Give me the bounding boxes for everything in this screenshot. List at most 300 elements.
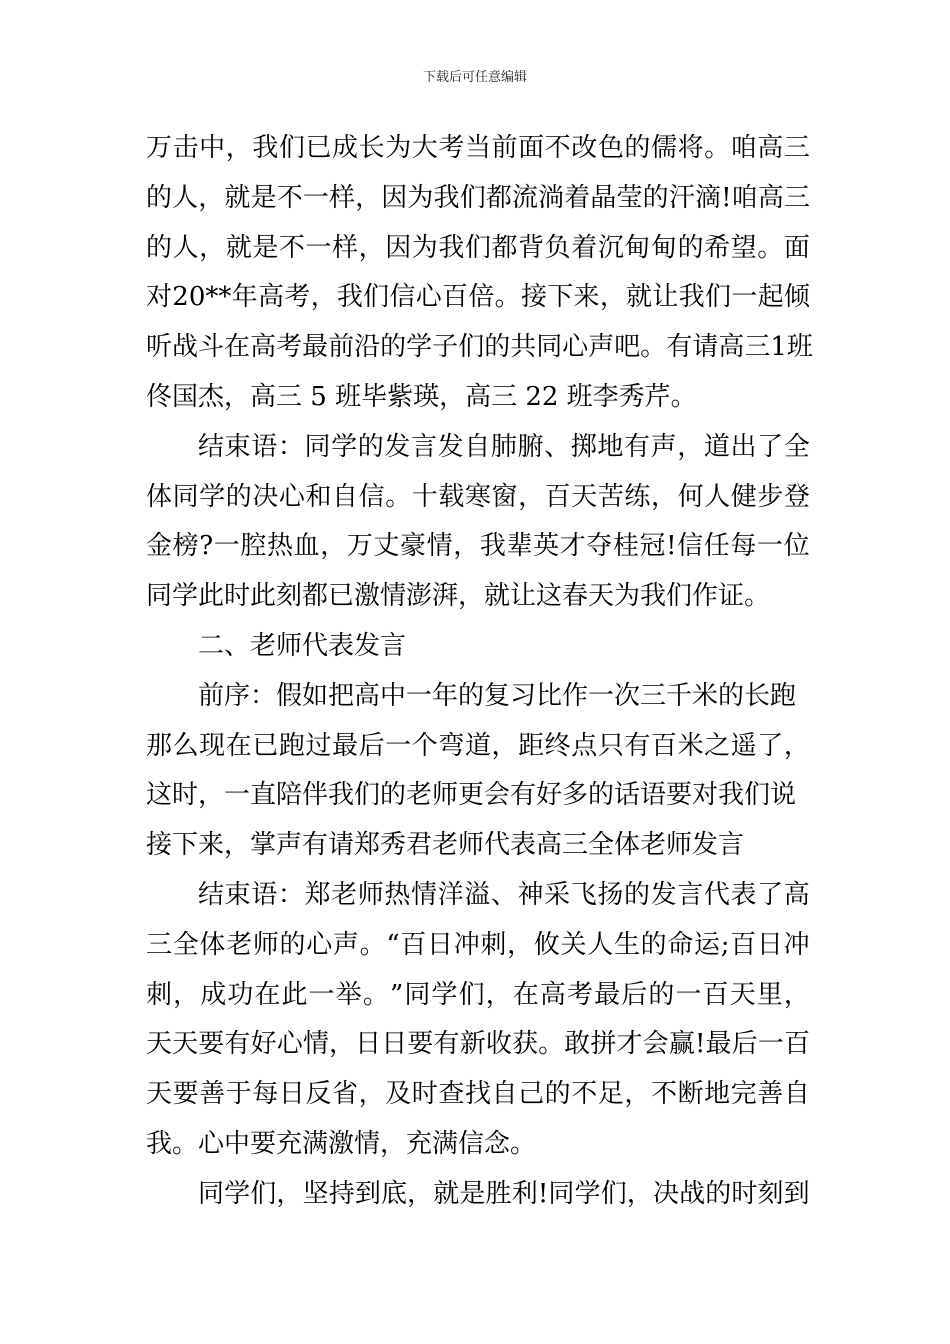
text-run: 言 bbox=[677, 879, 704, 910]
text-run: 不 bbox=[276, 182, 303, 213]
text-line bbox=[146, 1170, 810, 1220]
text-run: 是 bbox=[252, 232, 279, 263]
text-run: 后 bbox=[621, 979, 648, 1010]
text-run: 扬 bbox=[597, 879, 624, 910]
text-run: 一 bbox=[308, 979, 335, 1010]
text-run: 人 bbox=[172, 182, 199, 213]
text-run: 语 bbox=[251, 879, 278, 910]
text-run: 着 bbox=[564, 182, 591, 213]
text-run: 到 bbox=[354, 1178, 381, 1209]
text-run: ， bbox=[485, 979, 512, 1010]
text-run: 。 bbox=[359, 929, 386, 960]
text-run: 们 bbox=[600, 1178, 627, 1209]
text-run: 、 bbox=[490, 879, 517, 910]
text-run: 一 bbox=[302, 182, 329, 213]
text-run: 我 bbox=[336, 282, 363, 313]
text-run: 窗 bbox=[491, 481, 518, 512]
text-run: 击 bbox=[172, 133, 199, 163]
text-run: 子 bbox=[432, 332, 459, 363]
text-run: 利 bbox=[511, 1178, 538, 1209]
text-run: 接 bbox=[520, 282, 547, 313]
text-run: 前 bbox=[491, 133, 518, 163]
text-run: 天 bbox=[146, 1079, 173, 1110]
text-run: 我 bbox=[479, 531, 506, 562]
text-run: 才 bbox=[616, 1029, 643, 1060]
text-run: 考 bbox=[567, 979, 594, 1010]
text-run: 声 bbox=[332, 929, 359, 960]
text-run: 找 bbox=[464, 1079, 491, 1110]
text-run: ， bbox=[624, 1079, 651, 1110]
text-run: 决 bbox=[652, 1178, 679, 1209]
text-run: 束 bbox=[224, 431, 251, 462]
text-run: 刻 bbox=[757, 1178, 784, 1209]
text-run: 血 bbox=[293, 531, 320, 562]
text-run: 丈 bbox=[373, 531, 400, 562]
text-run: 地 bbox=[704, 1079, 731, 1110]
text-run: 起 bbox=[757, 282, 784, 313]
text-run: 善 bbox=[199, 1079, 226, 1110]
text-run: 万 bbox=[146, 133, 173, 163]
text-run: 赢 bbox=[668, 1029, 695, 1060]
text-run: ， bbox=[355, 182, 382, 213]
text-run: ， bbox=[310, 282, 337, 313]
text-run: 倾 bbox=[783, 282, 810, 313]
text-run: 了 bbox=[757, 879, 784, 910]
text-run: 要 bbox=[198, 1029, 225, 1060]
text-run: 流 bbox=[511, 182, 538, 213]
text-run: 就 bbox=[433, 1178, 460, 1209]
text-run: 心 bbox=[562, 332, 589, 363]
text-run: 后 bbox=[731, 1029, 758, 1060]
text-run: 。 bbox=[538, 1029, 565, 1060]
text-run: 战 bbox=[679, 1178, 706, 1209]
text-run: 时 bbox=[411, 1079, 438, 1110]
text-run: 攸 bbox=[533, 929, 560, 960]
text-run: 时 bbox=[731, 1178, 758, 1209]
text-run: 同 bbox=[536, 332, 563, 363]
text-run: 学 bbox=[431, 979, 458, 1010]
text-run: 足 bbox=[597, 1079, 624, 1110]
text-line bbox=[146, 473, 810, 523]
text-line bbox=[146, 224, 810, 274]
text-run: 是 bbox=[459, 1178, 486, 1209]
text-run: ， bbox=[599, 282, 626, 313]
text-run: 不 bbox=[571, 1079, 598, 1110]
text-run: 汗 bbox=[668, 182, 695, 213]
text-run: 的 bbox=[225, 481, 252, 512]
text-run: 苦 bbox=[597, 481, 624, 512]
text-run: 一 bbox=[385, 730, 412, 761]
text-run: 信 bbox=[358, 481, 385, 512]
text-run: 的 bbox=[380, 332, 407, 363]
text-run: 日 bbox=[756, 929, 783, 960]
text-run: 倍 bbox=[468, 282, 495, 313]
text-run: ， bbox=[650, 481, 677, 512]
text-line bbox=[146, 1070, 810, 1120]
text-run: ， bbox=[783, 730, 810, 761]
text-run: 辈 bbox=[506, 531, 533, 562]
text-run: 高 bbox=[718, 332, 745, 363]
text-run: 个 bbox=[411, 730, 438, 761]
text-run: 们 bbox=[278, 133, 305, 163]
text-run: 不 bbox=[650, 1079, 677, 1110]
text-run: 长 bbox=[358, 133, 385, 163]
text-run: 百 bbox=[442, 282, 469, 313]
text-run: 样 bbox=[332, 232, 359, 263]
text-run: 考 bbox=[438, 133, 465, 163]
text-run: 日 bbox=[427, 929, 454, 960]
text-run: ， bbox=[198, 182, 225, 213]
text-run: 语 bbox=[251, 431, 278, 462]
text-run: 人 bbox=[172, 232, 199, 263]
text-run: 共 bbox=[510, 332, 537, 363]
text-run: 底 bbox=[380, 1178, 407, 1209]
text-run: 面 bbox=[518, 133, 545, 163]
text-run: 改 bbox=[571, 133, 598, 163]
text-run: 情 bbox=[426, 531, 453, 562]
text-run: 载 bbox=[438, 481, 465, 512]
text-run: 学 bbox=[574, 1178, 601, 1209]
text-run: 的 bbox=[677, 232, 704, 263]
text-run: ! bbox=[721, 182, 732, 213]
text-run: 学 bbox=[224, 1178, 251, 1209]
text-run: 天 bbox=[571, 481, 598, 512]
text-run: 豪 bbox=[400, 531, 427, 562]
text-run: 一 bbox=[731, 282, 758, 313]
text-run: 学 bbox=[406, 332, 433, 363]
text-run: ， bbox=[491, 730, 518, 761]
text-run: 已 bbox=[305, 133, 332, 163]
text-run: 自 bbox=[464, 431, 491, 462]
text-run: 命 bbox=[667, 929, 694, 960]
text-run: 滴 bbox=[694, 182, 721, 213]
text-run: 完 bbox=[730, 1079, 757, 1110]
text-run: 最 bbox=[332, 730, 359, 761]
text-run: 考 bbox=[284, 282, 311, 313]
text-run: 敢 bbox=[564, 1029, 591, 1060]
text-run: 战 bbox=[172, 332, 199, 363]
text-run: 是 bbox=[250, 182, 277, 213]
text-run: ， bbox=[518, 481, 545, 512]
text-run: ， bbox=[783, 979, 810, 1010]
text-line bbox=[146, 871, 810, 921]
text-run: 请 bbox=[692, 332, 719, 363]
text-line: 前序：假如把高中一年的复习比作一次三千米的长跑 bbox=[198, 680, 797, 711]
text-run: 距 bbox=[518, 730, 545, 761]
text-run: 下 bbox=[547, 282, 574, 313]
text-line bbox=[146, 124, 810, 174]
text-run: 桂 bbox=[612, 531, 639, 562]
text-run: 省 bbox=[332, 1079, 359, 1110]
text-run: 因 bbox=[381, 182, 408, 213]
text-run: 希 bbox=[704, 232, 731, 263]
text-run: 郑 bbox=[304, 879, 331, 910]
text-run: 的 bbox=[279, 929, 306, 960]
text-run: 同 bbox=[172, 481, 199, 512]
text-run: 咱 bbox=[731, 182, 758, 213]
text-run: 在 bbox=[254, 979, 281, 1010]
text-run: 遥 bbox=[730, 730, 757, 761]
text-run: 收 bbox=[485, 1029, 512, 1060]
text-line bbox=[146, 273, 810, 323]
text-run: ; bbox=[720, 929, 730, 960]
text-run: 我 bbox=[678, 282, 705, 313]
text-run: 天 bbox=[172, 1029, 199, 1060]
text-run: 情 bbox=[302, 1029, 329, 1060]
text-run: 师 bbox=[252, 929, 279, 960]
text-run: 反 bbox=[305, 1079, 332, 1110]
text-run: 坚 bbox=[302, 1178, 329, 1209]
text-run: 百 bbox=[702, 979, 729, 1010]
text-run: 表 bbox=[730, 879, 757, 910]
text-run: 有 bbox=[433, 1029, 460, 1060]
text-run: ， bbox=[199, 232, 226, 263]
text-run: 斗 bbox=[198, 332, 225, 363]
text-run: 心 bbox=[306, 929, 333, 960]
text-run: 的 bbox=[544, 1079, 571, 1110]
text-run: 十 bbox=[411, 481, 438, 512]
text-run: 束 bbox=[224, 879, 251, 910]
text-run: ， bbox=[507, 929, 534, 960]
section-heading: 二、老师代表发言 bbox=[198, 630, 407, 661]
text-run: ： bbox=[277, 431, 304, 462]
text-run: 的 bbox=[648, 979, 675, 1010]
text-run: 高 bbox=[757, 133, 784, 163]
text-run: 高 bbox=[257, 282, 284, 313]
text-run: 胜 bbox=[485, 1178, 512, 1209]
text-run: 学 bbox=[331, 431, 358, 462]
text-run: 百 bbox=[650, 730, 677, 761]
text-line bbox=[146, 921, 810, 971]
text-run: 日 bbox=[278, 1079, 305, 1110]
text-run: 终 bbox=[544, 730, 571, 761]
text-run: 老 bbox=[331, 879, 358, 910]
text-run: 寒 bbox=[464, 481, 491, 512]
text-run: 百 bbox=[544, 481, 571, 512]
text-run: 冠 bbox=[639, 531, 666, 562]
text-run: 的 bbox=[624, 879, 651, 910]
text-line: 佟国杰，高三 5 班毕紫瑛，高三 22 班李秀芹。 bbox=[146, 381, 697, 412]
text-run: ! bbox=[666, 531, 677, 562]
text-run: 不 bbox=[544, 133, 571, 163]
text-run: 都 bbox=[491, 232, 518, 263]
text-run: 冲 bbox=[783, 929, 810, 960]
text-run: ” bbox=[389, 979, 404, 1010]
text-run: 我 bbox=[252, 133, 279, 163]
text-run: 一 bbox=[757, 1029, 784, 1060]
text-run: ， bbox=[225, 133, 252, 163]
text-run: 己 bbox=[518, 1079, 545, 1110]
text-run: 在 bbox=[225, 730, 252, 761]
text-line bbox=[146, 423, 810, 473]
text-run: 热 bbox=[384, 879, 411, 910]
text-run: 样 bbox=[328, 182, 355, 213]
text-run: 一 bbox=[213, 531, 240, 562]
text-run: 心 bbox=[415, 282, 442, 313]
text-run: 米 bbox=[677, 730, 704, 761]
text-run: 儒 bbox=[650, 133, 677, 163]
text-run: 自 bbox=[491, 1079, 518, 1110]
text-run: 。 bbox=[385, 481, 412, 512]
text-line bbox=[146, 722, 810, 772]
text-run: 拼 bbox=[590, 1029, 617, 1060]
text-run: 夺 bbox=[586, 531, 613, 562]
text-run: 弯 bbox=[438, 730, 465, 761]
text-run: 甸 bbox=[650, 232, 677, 263]
text-run: 们 bbox=[363, 282, 390, 313]
text-run: 在 bbox=[512, 979, 539, 1010]
text-run: 掷 bbox=[570, 431, 597, 462]
text-run: 的 bbox=[705, 1178, 732, 1209]
text-run: 让 bbox=[652, 282, 679, 313]
text-run: 有 bbox=[624, 431, 651, 462]
text-run: 腑 bbox=[517, 431, 544, 462]
text-run: 有 bbox=[666, 332, 693, 363]
text-run: 百 bbox=[730, 929, 757, 960]
text-run: ， bbox=[453, 531, 480, 562]
text-run: 为 bbox=[385, 133, 412, 163]
text-run: 决 bbox=[252, 481, 279, 512]
text-run: 英 bbox=[533, 531, 560, 562]
text-run: 沿 bbox=[354, 332, 381, 363]
text-run: 发 bbox=[384, 431, 411, 462]
text-line: 这时，一直陪伴我们的老师更会有好多的话语要对我们说 bbox=[146, 780, 797, 811]
text-run: 每 bbox=[252, 1079, 279, 1110]
text-run: 要 bbox=[172, 1079, 199, 1110]
text-run: 的 bbox=[357, 431, 384, 462]
text-run: 。 bbox=[640, 332, 667, 363]
text-run: ， bbox=[358, 232, 385, 263]
text-run: 现 bbox=[199, 730, 226, 761]
text-run: 们 bbox=[464, 232, 491, 263]
text-line bbox=[146, 522, 810, 572]
text-run: 洋 bbox=[437, 879, 464, 910]
text-run: 的 bbox=[484, 332, 511, 363]
text-line: 我。心中要充满激情，充满信念。 bbox=[146, 1128, 537, 1159]
text-run: 溢 bbox=[464, 879, 491, 910]
text-run: 负 bbox=[544, 232, 571, 263]
text-run: 要 bbox=[407, 1029, 434, 1060]
text-run: 金 bbox=[146, 531, 173, 562]
text-run: 高 bbox=[250, 332, 277, 363]
text-run: “ bbox=[386, 929, 400, 960]
text-run: 成 bbox=[332, 133, 359, 163]
text-run: 声 bbox=[588, 332, 615, 363]
text-run: 们 bbox=[250, 1178, 277, 1209]
text-run: 为 bbox=[411, 232, 438, 263]
text-run: 都 bbox=[485, 182, 512, 213]
text-line: 接下来，掌声有请郑秀君老师代表高三全体老师发言 bbox=[146, 830, 745, 861]
text-run: 的 bbox=[624, 133, 651, 163]
text-run: 于 bbox=[225, 1079, 252, 1110]
text-run: 听 bbox=[146, 332, 173, 363]
text-run: 高 bbox=[757, 182, 784, 213]
text-run: 。 bbox=[704, 133, 731, 163]
text-run: 练 bbox=[624, 481, 651, 512]
text-run: ： bbox=[277, 879, 304, 910]
text-run: 最 bbox=[705, 1029, 732, 1060]
text-run: 体 bbox=[199, 929, 226, 960]
text-run: 有 bbox=[624, 730, 651, 761]
text-run: 健 bbox=[730, 481, 757, 512]
text-run: ， bbox=[276, 1178, 303, 1209]
text-run: ! bbox=[694, 1029, 706, 1060]
text-run: ? bbox=[199, 531, 214, 562]
text-line bbox=[146, 323, 813, 373]
text-run: ， bbox=[320, 531, 347, 562]
text-run: 信 bbox=[389, 282, 416, 313]
text-run: 采 bbox=[544, 879, 571, 910]
text-run: 三 bbox=[146, 929, 173, 960]
text-run: 来 bbox=[573, 282, 600, 313]
text-line: 同学此时此刻都已激情澎湃，就让这春天为我们作证。 bbox=[146, 581, 771, 612]
text-run: 跑 bbox=[278, 730, 305, 761]
text-run: 学 bbox=[199, 481, 226, 512]
text-run: 最 bbox=[302, 332, 329, 363]
text-run: 之 bbox=[704, 730, 731, 761]
text-run: 天 bbox=[729, 979, 756, 1010]
text-run: 持 bbox=[328, 1178, 355, 1209]
text-run: 运 bbox=[694, 929, 721, 960]
text-run: 对 bbox=[146, 282, 173, 313]
text-run: 沉 bbox=[597, 232, 624, 263]
text-run: 色 bbox=[597, 133, 624, 163]
text-run: 因 bbox=[385, 232, 412, 263]
text-run: 到 bbox=[783, 1178, 810, 1209]
text-run: 点 bbox=[571, 730, 598, 761]
text-run: 就 bbox=[225, 232, 252, 263]
text-run: 体 bbox=[146, 481, 173, 512]
text-run: 神 bbox=[517, 879, 544, 910]
text-run: 望 bbox=[730, 232, 757, 263]
text-run: 关 bbox=[560, 929, 587, 960]
text-run: 此 bbox=[281, 979, 308, 1010]
text-run: 何 bbox=[677, 481, 704, 512]
text-line bbox=[146, 174, 810, 224]
text-run: ， bbox=[358, 1079, 385, 1110]
text-run: 淌 bbox=[538, 182, 565, 213]
text-run: 。 bbox=[494, 282, 521, 313]
text-run: 老 bbox=[226, 929, 253, 960]
text-run: 我 bbox=[438, 232, 465, 263]
text-run: 着 bbox=[571, 232, 598, 263]
text-run: 一 bbox=[757, 531, 784, 562]
text-run: 同 bbox=[404, 979, 431, 1010]
text-run: 在 bbox=[224, 332, 251, 363]
text-run: 声 bbox=[650, 431, 677, 462]
text-run: 查 bbox=[438, 1079, 465, 1110]
text-line bbox=[146, 1020, 810, 1070]
text-run: 言 bbox=[411, 431, 438, 462]
text-run: 一 bbox=[305, 232, 332, 263]
text-run: 了 bbox=[757, 431, 784, 462]
text-run: 发 bbox=[650, 879, 677, 910]
text-run: 及 bbox=[385, 1079, 412, 1110]
text-run: 同 bbox=[198, 1178, 225, 1209]
text-run: 里 bbox=[756, 979, 783, 1010]
text-run: 当 bbox=[464, 133, 491, 163]
text-run: 晶 bbox=[590, 182, 617, 213]
text-run: ， bbox=[677, 431, 704, 462]
text-run: 出 bbox=[730, 431, 757, 462]
text-run: 们 bbox=[458, 332, 485, 363]
text-run: 榜 bbox=[172, 531, 199, 562]
text-run: 地 bbox=[597, 431, 624, 462]
text-run: 大 bbox=[411, 133, 438, 163]
text-run: 全 bbox=[172, 929, 199, 960]
text-run: ， bbox=[173, 979, 200, 1010]
text-run: 前 bbox=[328, 332, 355, 363]
